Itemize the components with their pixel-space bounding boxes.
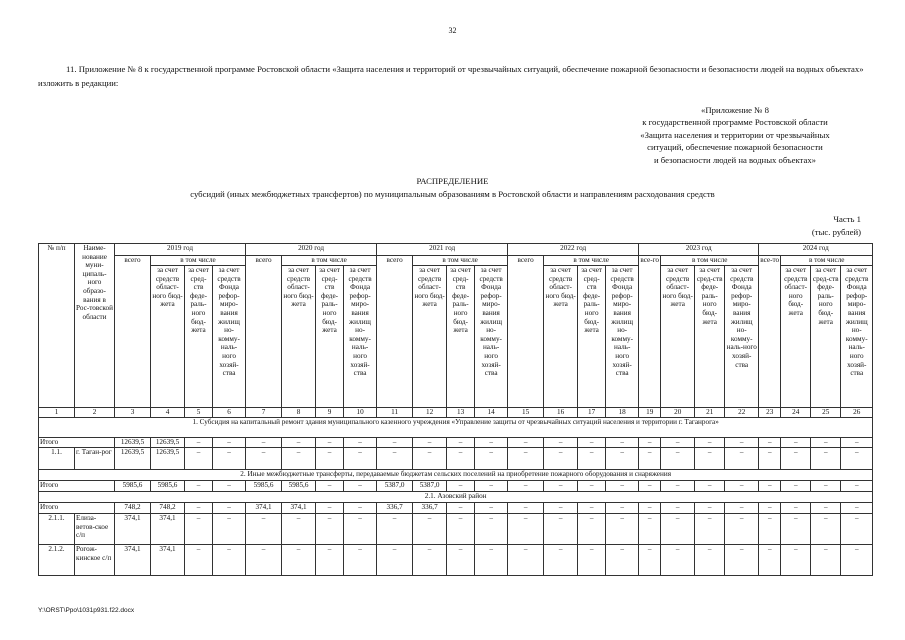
value-cell: – [185,481,213,492]
row-label: Итого [39,481,115,492]
value-cell: – [606,503,639,514]
column-number: 8 [282,408,316,418]
column-number: 13 [447,408,475,418]
header-fund: за счет средств Фонда рефор-миро-вания жилищ но-комму-наль-ного хозяй-ства [213,266,246,408]
value-cell: – [725,448,759,470]
value-cell: – [695,448,725,470]
value-cell: 5985,6 [115,481,151,492]
header-regional: за счет средств област-ного бюд-жета [781,266,811,408]
table-row [39,438,873,448]
header-year: 2020 год [246,244,377,256]
value-cell: – [781,514,811,545]
value-cell: – [759,514,781,545]
header-federal: за счет сред-ств феде-раль-ного бюд-жета [185,266,213,408]
section-heading: 2. Иные межбюджетные трансферты, передаваемые бюджетам сельских поселений на приобретение пожарного оборудования и снаряжения [39,470,873,481]
value-cell: – [185,514,213,545]
header-including: в том числе [282,256,377,266]
value-cell: – [661,448,695,470]
value-cell: – [316,545,344,576]
value-cell: – [475,514,508,545]
column-number: 25 [811,408,841,418]
value-cell: – [661,514,695,545]
value-cell: – [282,438,316,448]
value-cell: – [213,481,246,492]
value-cell: – [475,438,508,448]
value-cell: – [841,503,873,514]
header-fund: за счет средств Фонда рефор-миро-вания жилищ но-комму-наль-ного хозяй-ства [475,266,508,408]
value-cell: – [811,503,841,514]
value-cell: – [544,503,578,514]
value-cell: – [316,448,344,470]
column-number: 2 [75,408,115,418]
value-cell: – [282,514,316,545]
header-total: всего [377,256,413,408]
value-cell: 748,2 [115,503,151,514]
value-cell: – [508,448,544,470]
value-cell: – [725,545,759,576]
value-cell: – [377,514,413,545]
header-name: Наиме-нование муни-ципаль-ного образо-вания в Рос-товской области [75,244,115,408]
value-cell: – [759,448,781,470]
value-cell: – [661,438,695,448]
value-cell: – [606,545,639,576]
table-row [39,514,873,545]
value-cell: – [544,448,578,470]
value-cell: – [377,545,413,576]
value-cell: – [639,448,661,470]
value-cell: – [639,545,661,576]
value-cell: – [447,514,475,545]
value-cell: 374,1 [151,545,185,576]
column-number: 3 [115,408,151,418]
header-federal: за счет сред-ств феде-раль-ного бюд-жета [578,266,606,408]
column-number: 7 [246,408,282,418]
header-year: 2023 год [639,244,759,256]
header-year: 2022 год [508,244,639,256]
value-cell: – [246,514,282,545]
value-cell: – [475,481,508,492]
value-cell: – [578,448,606,470]
table-row [39,481,873,492]
value-cell: – [413,438,447,448]
value-cell: – [316,503,344,514]
value-cell: – [544,545,578,576]
header-fund: за счет средств Фонда рефор-миро-вания жилищ но-комму-наль-ного хозяй-ства [841,266,873,408]
value-cell: – [725,503,759,514]
row-label: Итого [39,438,115,448]
value-cell: – [344,503,377,514]
value-cell: – [413,514,447,545]
value-cell: – [759,438,781,448]
value-cell: – [213,503,246,514]
header-including: в том числе [413,256,508,266]
value-cell: 5985,6 [246,481,282,492]
column-number: 6 [213,408,246,418]
value-cell: – [639,503,661,514]
row-name: Елиза-ветов-ское с/п [75,514,115,545]
value-cell: – [544,481,578,492]
value-cell: – [413,545,447,576]
column-number: 16 [544,408,578,418]
value-cell: – [282,545,316,576]
value-cell: – [213,545,246,576]
column-number: 21 [695,408,725,418]
header-total: все-то [759,256,781,408]
annex-header [600,104,870,166]
header-regional: за счет средств област-ного бюд-жета [413,266,447,408]
value-cell: – [316,438,344,448]
value-cell: – [246,545,282,576]
column-number: 12 [413,408,447,418]
header-federal: за счет сред-ств феде-раль-ного бюд-жета [695,266,725,408]
value-cell: 12639,5 [115,448,151,470]
section-heading: 1. Субсидия на капитальный ремонт здания муниципального казенного учреждения «Управление защиты от чрезвычайных ситуаций населения и территории г. Таганрога» [39,418,873,438]
value-cell: – [811,481,841,492]
header-num: № п/п [39,244,75,408]
column-number: 9 [316,408,344,418]
value-cell: – [508,481,544,492]
page-number: 32 [448,26,457,35]
annex-line: и безопасности людей на водных объектах» [653,154,817,165]
title-heading: РАСПРЕДЕЛЕНИЕ [416,176,489,186]
value-cell: 374,1 [246,503,282,514]
table-row [39,448,873,470]
part-number: Часть 1 [833,214,861,224]
row-number: 2.1.2. [39,545,75,576]
value-cell: – [725,438,759,448]
annex-line: «Приложение № 8 [701,105,769,115]
header-fund: за счет средств Фонда рефор-миро-вания жилищ но-комму-наль-ного хозяй-ства [606,266,639,408]
value-cell: – [344,448,377,470]
annex-line: «Защита населения и территории от чрезвычайных [640,129,830,140]
value-cell: – [578,503,606,514]
column-number-row [39,408,873,418]
value-cell: – [759,503,781,514]
value-cell: – [213,438,246,448]
annex-line: к государственной программе Ростовской области [642,117,828,128]
value-cell: – [185,503,213,514]
value-cell: – [508,438,544,448]
document-title [0,175,905,201]
header-year: 2019 год [115,244,246,256]
header-total: всего [246,256,282,408]
value-cell: – [661,503,695,514]
value-cell: – [606,514,639,545]
header-including: в том числе [781,256,873,266]
value-cell: – [377,448,413,470]
value-cell: – [185,448,213,470]
header-year: 2024 год [759,244,873,256]
section-heading: 2.1. Азовский район [39,492,873,503]
value-cell: 12639,5 [115,438,151,448]
header-regional: за счет средств област-ного бюд-жета [282,266,316,408]
value-cell: – [695,514,725,545]
value-cell: – [508,545,544,576]
value-cell: – [447,503,475,514]
value-cell: – [781,545,811,576]
value-cell: – [344,545,377,576]
value-cell: – [639,514,661,545]
annex-line: ситуаций, обеспечение пожарной безопасности [647,142,823,153]
value-cell: – [695,481,725,492]
value-cell: – [639,438,661,448]
column-number: 5 [185,408,213,418]
title-subheading: субсидий (иных межбюджетных трансфертов) по муниципальным образованиям в Ростовской области и направлениям расходования средств [190,189,715,199]
column-number: 17 [578,408,606,418]
file-path: Y:\ORST\Ppo\1031p931.f22.docx [38,607,135,614]
row-label: Итого [39,503,115,514]
header-year: 2021 год [377,244,508,256]
column-number: 10 [344,408,377,418]
column-number: 22 [725,408,759,418]
value-cell: – [344,514,377,545]
value-cell: 5985,6 [151,481,185,492]
column-number: 4 [151,408,185,418]
value-cell: – [781,481,811,492]
value-cell: – [413,448,447,470]
row-number: 1.1. [39,448,75,470]
value-cell: – [725,481,759,492]
value-cell: 5985,6 [282,481,316,492]
value-cell: – [447,545,475,576]
subsidy-table [38,243,873,576]
value-cell: – [759,545,781,576]
value-cell: – [695,545,725,576]
value-cell: – [185,438,213,448]
value-cell: – [606,438,639,448]
row-number: 2.1.1. [39,514,75,545]
value-cell: – [475,503,508,514]
value-cell: – [282,448,316,470]
part-label [812,213,861,239]
value-cell: – [475,545,508,576]
value-cell: – [639,481,661,492]
value-cell: – [695,503,725,514]
column-number: 18 [606,408,639,418]
value-cell: – [841,448,873,470]
header-including: в том числе [151,256,246,266]
value-cell: – [725,514,759,545]
value-cell: – [811,514,841,545]
value-cell: – [841,545,873,576]
value-cell: 374,1 [151,514,185,545]
column-number: 1 [39,408,75,418]
value-cell: – [508,514,544,545]
value-cell: – [185,545,213,576]
value-cell: – [759,481,781,492]
value-cell: – [661,481,695,492]
header-including: в том числе [661,256,759,266]
value-cell: 5387,0 [377,481,413,492]
header-total: всего [115,256,151,408]
value-cell: – [841,514,873,545]
column-number: 15 [508,408,544,418]
value-cell: – [841,481,873,492]
value-cell: 5387,0 [413,481,447,492]
table-row [39,545,873,576]
value-cell: – [661,545,695,576]
value-cell: – [377,438,413,448]
value-cell: – [841,438,873,448]
value-cell: – [811,438,841,448]
column-number: 20 [661,408,695,418]
row-name: г. Таган-рог [75,448,115,470]
units-label: (тыс. рублей) [811,227,861,237]
value-cell: – [811,448,841,470]
value-cell: – [781,448,811,470]
header-including: в том числе [544,256,639,266]
column-number: 14 [475,408,508,418]
header-total: всего [508,256,544,408]
value-cell: 12639,5 [151,438,185,448]
row-name: Рогож-кинское с/п [75,545,115,576]
column-number: 23 [759,408,781,418]
value-cell: – [447,448,475,470]
value-cell: – [578,438,606,448]
value-cell: – [344,481,377,492]
header-federal: за счет сред-ств феде-раль-ного бюд-жета [447,266,475,408]
intro-paragraph: 11. Приложение № 8 к государственной программе Ростовской области «Защита населения и территорий от чрезвычайных ситуаций, обеспечение пожарной безопасности и безопасности людей на водных объектах» изложить в редакции: [38,64,864,88]
value-cell: 374,1 [282,503,316,514]
value-cell: – [316,481,344,492]
value-cell: – [606,481,639,492]
value-cell: – [508,503,544,514]
value-cell: – [578,481,606,492]
value-cell: 748,2 [151,503,185,514]
value-cell: – [578,545,606,576]
value-cell: – [781,438,811,448]
value-cell: – [811,545,841,576]
value-cell: – [246,438,282,448]
value-cell: 374,1 [115,514,151,545]
value-cell: – [606,448,639,470]
table-row [39,503,873,514]
value-cell: – [475,448,508,470]
value-cell: 336,7 [377,503,413,514]
header-regional: за счет средств област-ного бюд-жета [544,266,578,408]
column-number: 24 [781,408,811,418]
value-cell: – [578,514,606,545]
column-number: 11 [377,408,413,418]
value-cell: – [781,503,811,514]
column-number: 26 [841,408,873,418]
header-fund: за счет средств Фонда рефор-миро-вания жилищ но-комму-наль-ного хозяй-ства [725,266,759,408]
header-fund: за счет средств Фонда рефор-миро-вания жилищ но-комму-наль-ного хозяй-ства [344,266,377,408]
value-cell: – [447,438,475,448]
value-cell: 374,1 [115,545,151,576]
header-federal: за счет сред-ств феде-раль-ного бюд-жета [316,266,344,408]
value-cell: 12639,5 [151,448,185,470]
header-federal: за счет сред-ств феде-раль-ного бюд-жета [811,266,841,408]
value-cell: – [246,448,282,470]
value-cell: 336,7 [413,503,447,514]
header-regional: за счет средств област-ного бюд-жета [151,266,185,408]
value-cell: – [213,514,246,545]
value-cell: – [695,438,725,448]
column-number: 19 [639,408,661,418]
value-cell: – [447,481,475,492]
value-cell: – [213,448,246,470]
header-regional: за счет средств област-ного бюд-жета [661,266,695,408]
value-cell: – [544,438,578,448]
value-cell: – [544,514,578,545]
value-cell: – [316,514,344,545]
value-cell: – [344,438,377,448]
header-total: все-го [639,256,661,408]
